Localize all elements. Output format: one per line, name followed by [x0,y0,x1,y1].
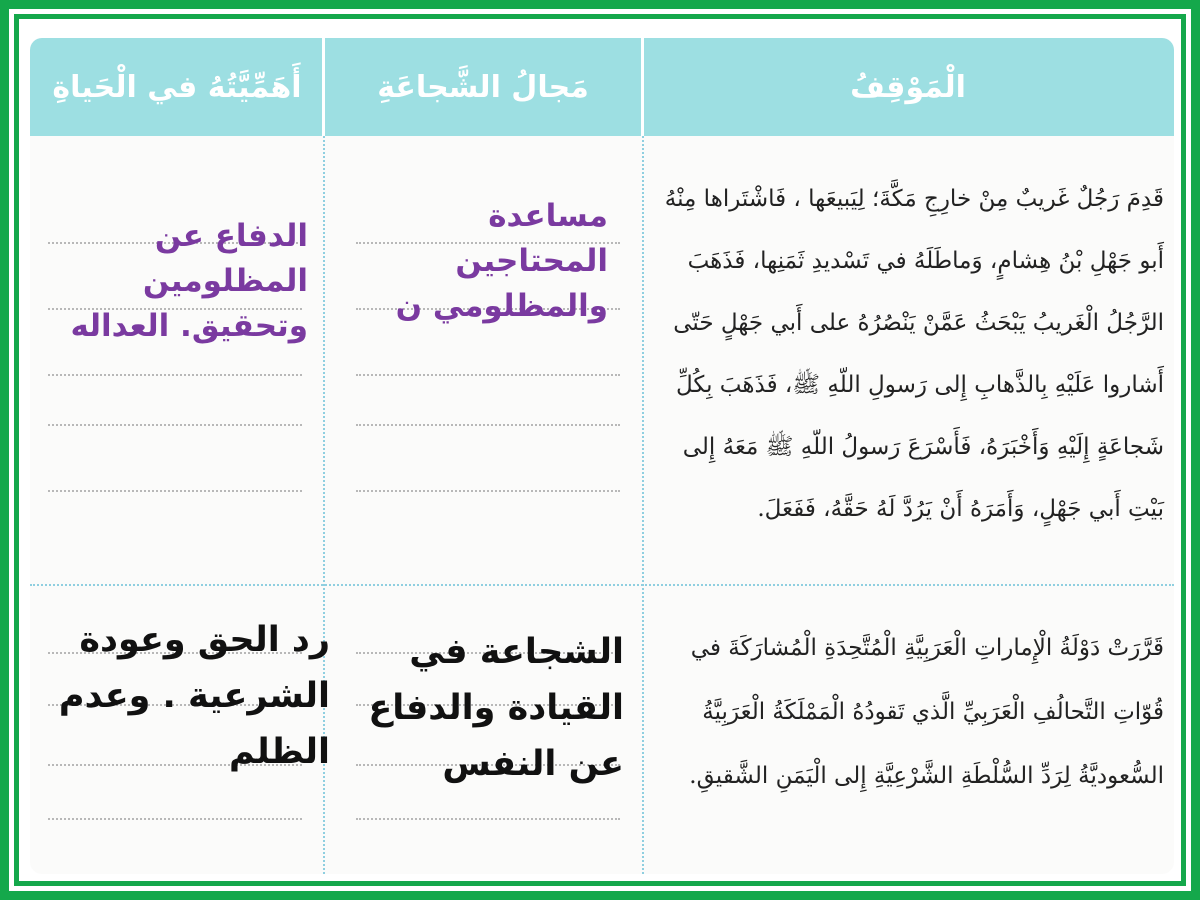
situation-text-2: قَرَّرَتْ دَوْلَةُ الْإِماراتِ الْعَرَبِيَّةِ الْمُتَّحِدَةِ الْمُشارَكَةَ في قُوّاتِ التَّحالُفِ الْعَرَبِيِّ الَّذي تَقودُهُ الْمَمْلَكَةُ الْعَرَبِيَّةُ السُّعوديَّةُ لِرَدِّ السُّلْطَةِ الشَّرْعِيَّةِ إِلى الْيَمَنِ الشَّقيقِ. [689,635,1164,789]
header-situation: الْمَوْقِفُ [850,69,966,105]
writing-line [48,818,302,820]
header-importance: أَهَمِّيَّتُهُ في الْحَياةِ [52,69,302,105]
table-header [30,38,1174,136]
writing-line [48,424,302,426]
row-divider [30,584,1174,586]
column-divider [642,136,644,874]
courage-field-answer-2[interactable]: الشجاعة في القيادة والدفاع عن النفس [368,632,624,784]
header-courage-field: مَجالُ الشَّجاعَةِ [377,69,589,105]
importance-answer-2[interactable]: رد الحق وعودة الشرعية . وعدم الظلم [58,620,330,772]
situation-text-1: قَدِمَ رَجُلٌ غَريبٌ مِنْ خارِجِ مَكَّةَ؛ لِيَبيعَها ، فَاشْتَراها مِنْهُ أَبو جَهْلِ بْنُ هِشامٍ، وَماطَلَهُ في تَسْديدِ ثَمَنِها، فَذَهَبَ الرَّجُلُ الْغَريبُ يَبْحَثُ عَمَّنْ يَنْصُرُهُ على أَبي جَهْلٍ حَتّى أَشاروا عَلَيْهِ بِالذَّهابِ إِلى رَسولِ اللّهِ ﷺ، فَذَهَبَ بِكُلِّ شَجاعَةٍ إِلَيْهِ وَأَخْبَرَهُ، فَأَسْرَعَ رَسولُ اللّهِ ﷺ مَعَهُ إِلى بَيْتِ أَبي جَهْلٍ، وَأَمَرَهُ أَنْ يَرُدَّ لَهُ حَقَّهُ، فَفَعَلَ. [664,186,1164,522]
writing-line [48,374,302,376]
writing-line [48,490,302,492]
writing-line [356,424,620,426]
importance-answer-1[interactable]: الدفاع عن المظلومين وتحقيق. العداله [70,218,308,344]
worksheet-table [30,38,1174,874]
header-divider [322,38,325,136]
header-divider [641,38,644,136]
writing-line [356,818,620,820]
courage-field-answer-1[interactable]: مساعدة المحتاجين والمظلومي ن [395,198,608,324]
writing-line [356,490,620,492]
writing-line [356,374,620,376]
